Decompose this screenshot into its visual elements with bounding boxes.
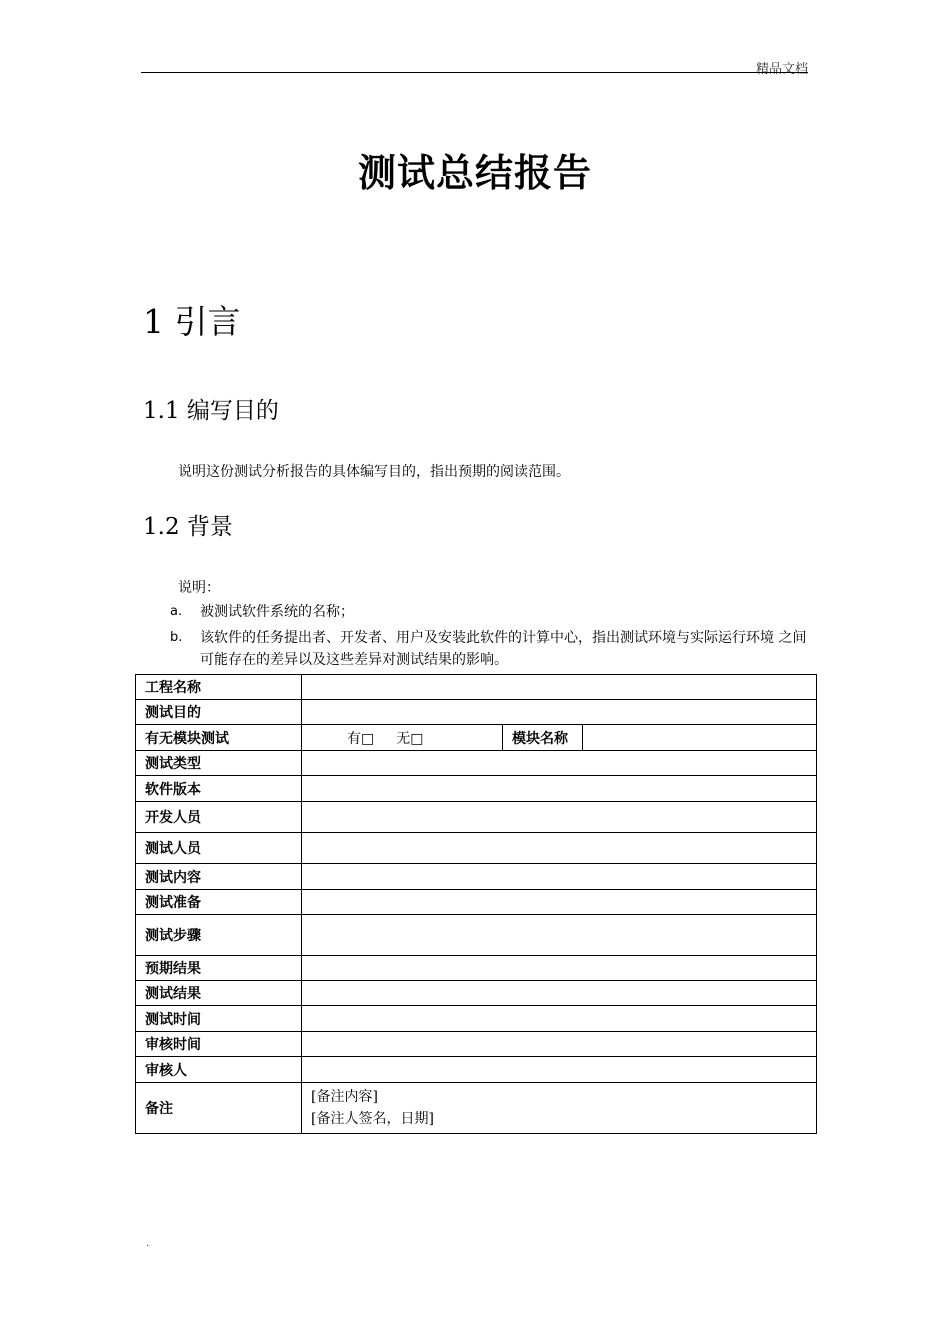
row-label: 有无模块测试: [136, 725, 302, 751]
table-row: [136, 675, 817, 700]
module-name-value: [583, 725, 816, 750]
option-no-checkbox[interactable]: 无□: [396, 730, 424, 747]
table-row: [136, 776, 817, 802]
module-test-options: [302, 725, 503, 750]
test-summary-table: [135, 674, 817, 1134]
row-label: 审核时间: [136, 1032, 302, 1057]
purpose-paragraph: 说明这份测试分析报告的具体编写目的，指出预期的阅读范围。: [178, 464, 570, 480]
row-label: 测试内容: [136, 864, 302, 890]
module-test-split: [302, 725, 816, 750]
row-value: [302, 700, 817, 725]
row-label: 测试目的: [136, 700, 302, 725]
row-label: 软件版本: [136, 776, 302, 802]
list-item: [170, 627, 810, 671]
table-row: [136, 802, 817, 833]
section-heading-purpose: 1.1 编写目的: [143, 398, 279, 424]
module-name-label: 模块名称: [503, 725, 583, 750]
table-row: [136, 864, 817, 890]
row-value: [302, 1057, 817, 1083]
row-value: [302, 1032, 817, 1057]
row-value: [302, 864, 817, 890]
row-label: 开发人员: [136, 802, 302, 833]
remarks-cell: [302, 1083, 817, 1134]
document-title: 测试总结报告: [357, 151, 592, 195]
table-row: [136, 751, 817, 776]
table-row: [136, 890, 817, 915]
row-value: [302, 833, 817, 864]
table-row: [136, 725, 817, 751]
table-row: [136, 700, 817, 725]
section-heading-introduction: 1 引言: [143, 302, 241, 341]
section-heading-background: 1.2 背景: [143, 514, 233, 540]
row-label: 测试步骤: [136, 915, 302, 956]
row-value: [302, 890, 817, 915]
header-rule: [141, 72, 808, 73]
row-label: 审核人: [136, 1057, 302, 1083]
list-item: [170, 601, 810, 623]
row-value: [302, 675, 817, 700]
table-row: [136, 1006, 817, 1032]
table-row: [136, 1032, 817, 1057]
row-label: 测试人员: [136, 833, 302, 864]
checkbox-group: [347, 728, 423, 748]
list-marker: a.: [170, 604, 183, 619]
row-label: 备注: [136, 1083, 302, 1134]
row-label: 测试结果: [136, 981, 302, 1006]
row-value: [302, 1006, 817, 1032]
table-row: [136, 1057, 817, 1083]
table-row: [136, 981, 817, 1006]
row-label: 工程名称: [136, 675, 302, 700]
remark-signature: [备注人签名，日期]: [311, 1111, 434, 1127]
list-text: 被测试软件系统的名称；: [200, 604, 354, 620]
row-label: 测试准备: [136, 890, 302, 915]
remark-content: [备注内容]: [311, 1089, 378, 1105]
row-value: [302, 802, 817, 833]
table-row: [136, 833, 817, 864]
footer-mark: .: [146, 1238, 150, 1249]
row-value: [302, 956, 817, 981]
page-header-label: 精品文档: [755, 62, 808, 77]
row-label: 测试时间: [136, 1006, 302, 1032]
module-test-cell: [302, 725, 817, 751]
table-row: [136, 1083, 817, 1134]
table-row: [136, 915, 817, 956]
background-intro: 说明：: [178, 580, 220, 596]
option-yes-checkbox[interactable]: 有□: [347, 730, 375, 747]
row-label: 预期结果: [136, 956, 302, 981]
row-value: [302, 981, 817, 1006]
row-value: [302, 751, 817, 776]
row-label: 测试类型: [136, 751, 302, 776]
table-row: [136, 956, 817, 981]
list-text: 该软件的任务提出者、开发者、用户及安装此软件的计算中心，指出测试环境与实际运行环境 之间可能存在的差异以及这些差异对测试结果的影响。: [200, 630, 807, 668]
list-marker: b.: [170, 630, 183, 645]
row-value: [302, 776, 817, 802]
row-value: [302, 915, 817, 956]
